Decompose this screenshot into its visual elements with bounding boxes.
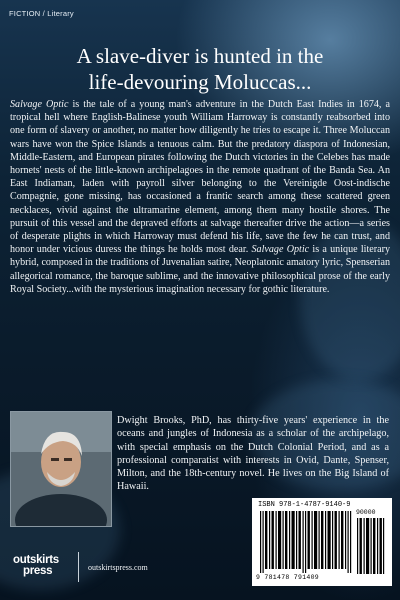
description-text: is a unique literary hybrid, composed in the traditions of Juvenalian satire, Neoplatonic amatory lyric, Spenserian allegorical romance, the baroque sublime, and the innovative philosophical prose of the early Royal Society...with the mysterious imagination necessary for gothic literature. (10, 244, 391, 295)
genre-category: FICTION / Literary (9, 9, 74, 18)
publisher-divider (78, 552, 79, 582)
price-code-text: 90000 (356, 509, 376, 516)
author-portrait-image (11, 412, 111, 526)
tagline-line-1: A slave-diver is hunted in the (76, 44, 324, 68)
author-bio: Dwight Brooks, PhD, has thirty-five years' experience in the oceans and jungles of Indonesia as a scholar of the archipelago, with special emphasis on the Dutch Colonial Period, and as a professional comparatist with interests in Ovid, Dante, Spenser, Milton, and the 18th-century novel. He lives on the Big Island of Hawaii. (117, 415, 389, 493)
barcode-digits: 9 781478 791409 (256, 574, 320, 581)
book-title-italic: Salvage Optic (10, 99, 69, 110)
tagline (10, 43, 390, 95)
book-title-italic: Salvage Optic (251, 244, 310, 256)
author-photo (10, 411, 112, 527)
description-text: is the tale of a young man's adventure in the Dutch East Indies in 1674, a tropical hell where English-Balinese youth William Harroway is constantly reabsorbed into one form of slavery or another, no matter how diligently he tries to escape it. Three Moluccan wars have won the Spice Islands a tenuous calm. But the predatory diaspora of Indonesian, Middle-Eastern, and European pirates following the Dutch victories in the Celebes has made hornets' nests of the little-known archipelagoes in the remote quadrant of the Banda Sea. An East Indiaman, laden with payroll silver belonging to the Vereinigde Oost-indische Compagnie, gone missing, has occasioned a frantic search among these scattered green necklaces, vivid against the ultramarine element, among them many hostile shores. The pursuit of this vessel and the depraved efforts at salvage thereafter drive the action—a series of desperate plights in which Harroway must defend his life, save the few he can trust, and honor under vicious duress the things he holds most dear. (10, 99, 390, 256)
isbn-barcode (252, 498, 392, 586)
publisher-logo-line-1: outskirts (13, 554, 59, 566)
isbn-label: ISBN 978-1-4787-9140-9 (258, 501, 351, 509)
price-code (356, 509, 386, 574)
price-barcode-bars (356, 518, 386, 574)
book-description (10, 98, 390, 296)
publisher-logo (13, 554, 69, 580)
publisher-logo-line-2: press (23, 565, 53, 577)
tagline-line-2: life-devouring Moluccas... (88, 70, 312, 94)
barcode-bars (258, 511, 354, 573)
publisher-url: outskirtspress.com (88, 563, 148, 572)
